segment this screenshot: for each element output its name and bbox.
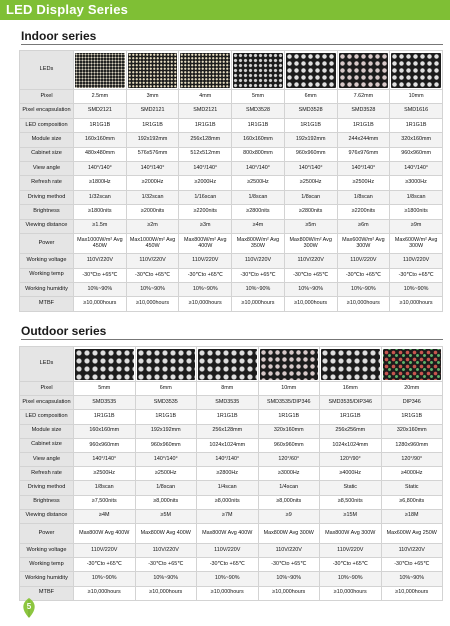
spec-value: 10%~90% xyxy=(179,283,232,297)
spec-value: ≥2800nits xyxy=(284,205,337,219)
spec-value: ≥3000Hz xyxy=(258,467,320,481)
spec-value: 320x160mm xyxy=(258,424,320,438)
spec-value: 110V/220V xyxy=(258,544,320,558)
spec-row xyxy=(20,90,443,104)
spec-row xyxy=(20,133,443,147)
row-label: Power xyxy=(20,523,74,543)
spec-row xyxy=(20,495,443,509)
spec-value: 1R1G1B xyxy=(320,410,382,424)
spec-value: SMD2121 xyxy=(179,104,232,118)
row-label: Working temp xyxy=(20,558,74,572)
spec-value: 244x244mm xyxy=(337,133,390,147)
spec-value: ≥6m xyxy=(337,219,390,233)
row-label: Pixel encapsulation xyxy=(20,104,74,118)
spec-value: 960x960mm xyxy=(390,147,443,161)
spec-value: 960x960mm xyxy=(284,147,337,161)
spec-value: 140°/140° xyxy=(390,161,443,175)
spec-value: SMD1616 xyxy=(390,104,443,118)
spec-row xyxy=(20,219,443,233)
spec-value: 20mm xyxy=(381,382,443,396)
spec-value: -30℃to +65℃ xyxy=(337,268,390,282)
spec-value: 1024x1024mm xyxy=(320,438,382,452)
spec-value: 1R1G1B xyxy=(74,410,136,424)
spec-value: 192x192mm xyxy=(284,133,337,147)
spec-value: ≥10,000hours xyxy=(232,297,285,311)
led-module-image-cell xyxy=(337,51,390,90)
spec-row xyxy=(20,297,443,311)
spec-row xyxy=(20,104,443,118)
spec-value: SMD3535 xyxy=(74,396,136,410)
spec-value: 120°/90° xyxy=(381,452,443,466)
spec-value: 10%~90% xyxy=(74,572,136,586)
spec-value: Max1000W/m² Avg 450W xyxy=(74,233,127,253)
spec-value: 10%~90% xyxy=(381,572,443,586)
spec-value: ≥2500Hz xyxy=(337,176,390,190)
row-label: Working voltage xyxy=(20,544,74,558)
spec-value: 1/32scan xyxy=(126,190,179,204)
spec-value: ≥2500Hz xyxy=(232,176,285,190)
spec-value: ≥10,000hours xyxy=(381,586,443,600)
page-number: 5 xyxy=(26,602,32,611)
spec-value: ≥7M xyxy=(197,509,259,523)
indoor-section-title: Indoor series xyxy=(21,29,97,43)
spec-value: ≥2200nits xyxy=(179,205,232,219)
spec-value: Static xyxy=(320,481,382,495)
spec-row xyxy=(20,424,443,438)
spec-value: ≥10,000hours xyxy=(320,586,382,600)
row-label: View angle xyxy=(20,452,74,466)
spec-value: 140°/140° xyxy=(135,452,197,466)
spec-value: -30℃to +65℃ xyxy=(320,558,382,572)
spec-value: 160x160mm xyxy=(74,133,127,147)
spec-row xyxy=(20,283,443,297)
spec-value: 1024x1024mm xyxy=(197,438,259,452)
spec-value: 110V/220V xyxy=(337,254,390,268)
row-label: Driving method xyxy=(20,190,74,204)
outdoor-spec-table xyxy=(19,346,443,601)
spec-value: Max800W Avg 300W xyxy=(320,523,382,543)
row-label: Pixel xyxy=(20,90,74,104)
spec-row xyxy=(20,396,443,410)
spec-value: 110V/220V xyxy=(390,254,443,268)
spec-value: 1/32scan xyxy=(74,190,127,204)
spec-value: 192x192mm xyxy=(135,424,197,438)
row-label: Working temp xyxy=(20,268,74,282)
spec-value: Max600W Avg 250W xyxy=(381,523,443,543)
spec-value: 110V/220V xyxy=(232,254,285,268)
row-label: LED composition xyxy=(20,410,74,424)
spec-value: 110V/220V xyxy=(74,544,136,558)
spec-value: 10%~90% xyxy=(197,572,259,586)
spec-row xyxy=(20,161,443,175)
row-label: Pixel xyxy=(20,382,74,396)
spec-value: 120°/60° xyxy=(258,452,320,466)
spec-value: 110V/220V xyxy=(381,544,443,558)
spec-row xyxy=(20,268,443,282)
spec-value: SMD2121 xyxy=(74,104,127,118)
spec-value: 1R1G1B xyxy=(74,118,127,132)
row-label: Refresh rate xyxy=(20,176,74,190)
spec-value: 10%~90% xyxy=(232,283,285,297)
spec-value: Max600W/m² Avg 300W xyxy=(337,233,390,253)
spec-value: 1R1G1B xyxy=(381,410,443,424)
spec-value: 480x480mm xyxy=(74,147,127,161)
spec-value: 960x960mm xyxy=(258,438,320,452)
spec-value: ≥10,000hours xyxy=(135,586,197,600)
spec-value: 256x128mm xyxy=(179,133,232,147)
spec-value: 320x160mm xyxy=(390,133,443,147)
spec-value: 1R1G1B xyxy=(390,118,443,132)
spec-value: ≥8,000nits xyxy=(197,495,259,509)
spec-value: 10%~90% xyxy=(320,572,382,586)
spec-value: 800x800mm xyxy=(232,147,285,161)
spec-value: ≥2500Hz xyxy=(74,467,136,481)
spec-value: ≥6,800nits xyxy=(381,495,443,509)
row-label: LEDs xyxy=(20,347,74,382)
spec-value: Static xyxy=(381,481,443,495)
led-module-image-cell xyxy=(390,51,443,90)
spec-value: 1R1G1B xyxy=(258,410,320,424)
spec-value: 960x960mm xyxy=(135,438,197,452)
spec-row xyxy=(20,572,443,586)
spec-row xyxy=(20,523,443,543)
spec-value: ≥9m xyxy=(390,219,443,233)
spec-row xyxy=(20,452,443,466)
spec-row xyxy=(20,586,443,600)
led-module-image xyxy=(383,349,442,380)
spec-value: ≥1800Hz xyxy=(74,176,127,190)
spec-value: ≥8,000nits xyxy=(135,495,197,509)
spec-value: ≥7,500nits xyxy=(74,495,136,509)
spec-row xyxy=(20,509,443,523)
spec-value: 140°/140° xyxy=(126,161,179,175)
spec-value: ≥2500Hz xyxy=(135,467,197,481)
led-module-image xyxy=(128,53,178,88)
led-module-image-cell xyxy=(258,347,320,382)
spec-value: Max800W Avg 400W xyxy=(74,523,136,543)
spec-value: 140°/140° xyxy=(232,161,285,175)
spec-row xyxy=(20,190,443,204)
row-label: Working humidity xyxy=(20,572,74,586)
spec-value: ≥2000nits xyxy=(126,205,179,219)
spec-value: -30℃to +65℃ xyxy=(126,268,179,282)
spec-value: 10%~90% xyxy=(74,283,127,297)
spec-value: 140°/140° xyxy=(74,161,127,175)
spec-value: 1R1G1B xyxy=(337,118,390,132)
spec-value: Max800W/m² Avg 400W xyxy=(179,233,232,253)
spec-value: 160x160mm xyxy=(74,424,136,438)
row-label: Refresh rate xyxy=(20,467,74,481)
spec-value: ≥3000Hz xyxy=(390,176,443,190)
spec-value: 512x512mm xyxy=(179,147,232,161)
spec-value: ≥2800nits xyxy=(232,205,285,219)
led-module-image-cell xyxy=(284,51,337,90)
led-module-image-cell xyxy=(381,347,443,382)
spec-value: ≥2800Hz xyxy=(197,467,259,481)
spec-value: 10%~90% xyxy=(390,283,443,297)
spec-value: ≥4000Hz xyxy=(381,467,443,481)
spec-row xyxy=(20,205,443,219)
spec-value: -30℃to +65℃ xyxy=(284,268,337,282)
led-module-image xyxy=(137,349,196,380)
spec-row xyxy=(20,233,443,253)
spec-value: 10%~90% xyxy=(258,572,320,586)
spec-value: 10%~90% xyxy=(126,283,179,297)
indoor-spec-table xyxy=(19,50,443,312)
spec-value: 8mm xyxy=(197,382,259,396)
spec-value: 1/8scan xyxy=(135,481,197,495)
spec-value: ≥1800nits xyxy=(74,205,127,219)
spec-value: ≥4m xyxy=(232,219,285,233)
spec-value: SMD3535 xyxy=(197,396,259,410)
row-label: Working humidity xyxy=(20,283,74,297)
spec-value: 576x576mm xyxy=(126,147,179,161)
spec-value: 1/4scan xyxy=(258,481,320,495)
spec-row xyxy=(20,467,443,481)
leds-image-row xyxy=(20,51,443,90)
spec-value: 1/8scan xyxy=(337,190,390,204)
led-module-image-cell xyxy=(74,347,136,382)
spec-value: 10mm xyxy=(390,90,443,104)
row-label: Power xyxy=(20,233,74,253)
spec-value: ≥5m xyxy=(284,219,337,233)
indoor-title-divider xyxy=(21,44,443,45)
spec-value: 120°/90° xyxy=(320,452,382,466)
led-module-image xyxy=(391,53,441,88)
spec-value: 1/8scan xyxy=(232,190,285,204)
spec-value: Max600W/m² Avg 300W xyxy=(390,233,443,253)
leds-image-row xyxy=(20,347,443,382)
spec-value: SMD3528 xyxy=(232,104,285,118)
spec-value: 256x128mm xyxy=(197,424,259,438)
spec-value: SMD3535/DIP346 xyxy=(320,396,382,410)
spec-value: Max800W Avg 300W xyxy=(258,523,320,543)
spec-value: 140°/140° xyxy=(337,161,390,175)
led-module-image-cell xyxy=(74,51,127,90)
spec-row xyxy=(20,481,443,495)
led-module-image xyxy=(339,53,389,88)
spec-value: 320x160mm xyxy=(381,424,443,438)
spec-value: 10%~90% xyxy=(284,283,337,297)
spec-value: 1R1G1B xyxy=(126,118,179,132)
spec-value: 6mm xyxy=(135,382,197,396)
spec-value: 976x976mm xyxy=(337,147,390,161)
led-module-image xyxy=(75,349,134,380)
spec-value: ≥2m xyxy=(126,219,179,233)
spec-value: Max800W/m² Avg 300W xyxy=(284,233,337,253)
row-label: Brightness xyxy=(20,495,74,509)
spec-value: 1/4scan xyxy=(197,481,259,495)
spec-value: 3mm xyxy=(126,90,179,104)
spec-row xyxy=(20,147,443,161)
led-module-image-cell xyxy=(320,347,382,382)
row-label: MTBF xyxy=(20,586,74,600)
led-module-image-cell xyxy=(135,347,197,382)
spec-value: 140°/140° xyxy=(179,161,232,175)
spec-value: -30℃to +65℃ xyxy=(135,558,197,572)
spec-value: 1280x960mm xyxy=(381,438,443,452)
spec-value: ≥1800nits xyxy=(390,205,443,219)
spec-value: -30℃to +65℃ xyxy=(258,558,320,572)
led-module-image xyxy=(321,349,380,380)
spec-value: 140°/140° xyxy=(74,452,136,466)
spec-value: -30℃to +65℃ xyxy=(74,268,127,282)
spec-value: -30℃to +65℃ xyxy=(381,558,443,572)
spec-value: 7.62mm xyxy=(337,90,390,104)
spec-value: 1/8scan xyxy=(284,190,337,204)
spec-value: Max1000W/m² Avg 450W xyxy=(126,233,179,253)
row-label: Module size xyxy=(20,424,74,438)
spec-value: Max800W Avg 400W xyxy=(197,523,259,543)
header-banner xyxy=(0,0,450,20)
spec-value: ≥15M xyxy=(320,509,382,523)
spec-value: 110V/220V xyxy=(126,254,179,268)
led-module-image-cell xyxy=(179,51,232,90)
spec-value: 10%~90% xyxy=(135,572,197,586)
row-label: Driving method xyxy=(20,481,74,495)
spec-value: -30℃to +65℃ xyxy=(390,268,443,282)
spec-value: 10mm xyxy=(258,382,320,396)
spec-value: ≥10,000hours xyxy=(390,297,443,311)
spec-value: ≥10,000hours xyxy=(74,297,127,311)
spec-value: -30℃to +65℃ xyxy=(197,558,259,572)
spec-value: 16mm xyxy=(320,382,382,396)
led-module-image xyxy=(75,53,125,88)
row-label: Brightness xyxy=(20,205,74,219)
led-module-image xyxy=(233,53,283,88)
row-label: MTBF xyxy=(20,297,74,311)
spec-value: 1/16scan xyxy=(179,190,232,204)
row-label: Module size xyxy=(20,133,74,147)
spec-value: 110V/220V xyxy=(135,544,197,558)
spec-value: 1R1G1B xyxy=(284,118,337,132)
row-label: Viewing distance xyxy=(20,509,74,523)
outdoor-section-title: Outdoor series xyxy=(21,324,107,338)
row-label: LEDs xyxy=(20,51,74,90)
spec-value: 5mm xyxy=(74,382,136,396)
spec-value: ≥3m xyxy=(179,219,232,233)
spec-value: ≥10,000hours xyxy=(337,297,390,311)
spec-value: ≥18M xyxy=(381,509,443,523)
spec-value: 10%~90% xyxy=(337,283,390,297)
spec-row xyxy=(20,382,443,396)
spec-value: SMD2121 xyxy=(126,104,179,118)
spec-value: ≥9 xyxy=(258,509,320,523)
spec-value: ≥10,000hours xyxy=(258,586,320,600)
spec-value: ≥10,000hours xyxy=(74,586,136,600)
led-module-image-cell xyxy=(232,51,285,90)
spec-value: Max800W Avg 400W xyxy=(135,523,197,543)
spec-value: ≥10,000hours xyxy=(197,586,259,600)
spec-value: 1R1G1B xyxy=(197,410,259,424)
outdoor-title-divider xyxy=(21,339,443,340)
spec-value: SMD3535/DIP346 xyxy=(258,396,320,410)
spec-value: 140°/140° xyxy=(284,161,337,175)
spec-value: SMD3528 xyxy=(337,104,390,118)
row-label: Viewing distance xyxy=(20,219,74,233)
spec-value: 160x160mm xyxy=(232,133,285,147)
spec-value: -30℃to +65℃ xyxy=(74,558,136,572)
led-module-image xyxy=(198,349,257,380)
spec-row xyxy=(20,438,443,452)
spec-value: ≥5M xyxy=(135,509,197,523)
spec-row xyxy=(20,544,443,558)
spec-value: ≥1.5m xyxy=(74,219,127,233)
spec-value: 256x256mm xyxy=(320,424,382,438)
led-module-image xyxy=(286,53,336,88)
row-label: Working voltage xyxy=(20,254,74,268)
spec-row xyxy=(20,558,443,572)
page-title: LED Display Series xyxy=(6,2,129,17)
spec-value: 110V/220V xyxy=(179,254,232,268)
spec-value: 110V/220V xyxy=(320,544,382,558)
spec-value: ≥10,000hours xyxy=(126,297,179,311)
spec-value: ≥8,000nits xyxy=(258,495,320,509)
spec-value: ≥8,500nits xyxy=(320,495,382,509)
spec-value: ≥2000Hz xyxy=(179,176,232,190)
row-label: Cabinet size xyxy=(20,147,74,161)
spec-value: ≥2500Hz xyxy=(284,176,337,190)
spec-value: ≥10,000hours xyxy=(284,297,337,311)
spec-value: 1R1G1B xyxy=(232,118,285,132)
row-label: Cabinet size xyxy=(20,438,74,452)
spec-value: Max800W/m² Avg 350W xyxy=(232,233,285,253)
led-module-image-cell xyxy=(197,347,259,382)
spec-row xyxy=(20,176,443,190)
led-module-image-cell xyxy=(126,51,179,90)
spec-value: 110V/220V xyxy=(74,254,127,268)
spec-value: 5mm xyxy=(232,90,285,104)
spec-value: 110V/220V xyxy=(197,544,259,558)
spec-value: ≥2000Hz xyxy=(126,176,179,190)
spec-row xyxy=(20,118,443,132)
spec-value: 960x960mm xyxy=(74,438,136,452)
spec-value: ≥10,000hours xyxy=(179,297,232,311)
spec-value: -30℃to +65℃ xyxy=(179,268,232,282)
spec-value: 140°/140° xyxy=(197,452,259,466)
spec-value: 2.5mm xyxy=(74,90,127,104)
led-module-image xyxy=(260,349,319,380)
spec-value: 1R1G1B xyxy=(135,410,197,424)
row-label: LED composition xyxy=(20,118,74,132)
spec-value: 4mm xyxy=(179,90,232,104)
spec-value: SMD3535 xyxy=(135,396,197,410)
spec-value: 192x192mm xyxy=(126,133,179,147)
spec-value: ≥4M xyxy=(74,509,136,523)
led-module-image xyxy=(180,53,230,88)
spec-value: 110V/220V xyxy=(284,254,337,268)
spec-value: 1/8scan xyxy=(390,190,443,204)
spec-value: DIP346 xyxy=(381,396,443,410)
spec-value: 1R1G1B xyxy=(179,118,232,132)
page-number-leaf xyxy=(17,596,41,620)
spec-value: -30℃to +65℃ xyxy=(232,268,285,282)
spec-row xyxy=(20,254,443,268)
spec-value: ≥4000Hz xyxy=(320,467,382,481)
spec-row xyxy=(20,410,443,424)
spec-value: 1/8scan xyxy=(74,481,136,495)
spec-value: 6mm xyxy=(284,90,337,104)
row-label: Pixel encapsulation xyxy=(20,396,74,410)
row-label: View angle xyxy=(20,161,74,175)
spec-value: SMD3528 xyxy=(284,104,337,118)
spec-value: ≥2200nits xyxy=(337,205,390,219)
